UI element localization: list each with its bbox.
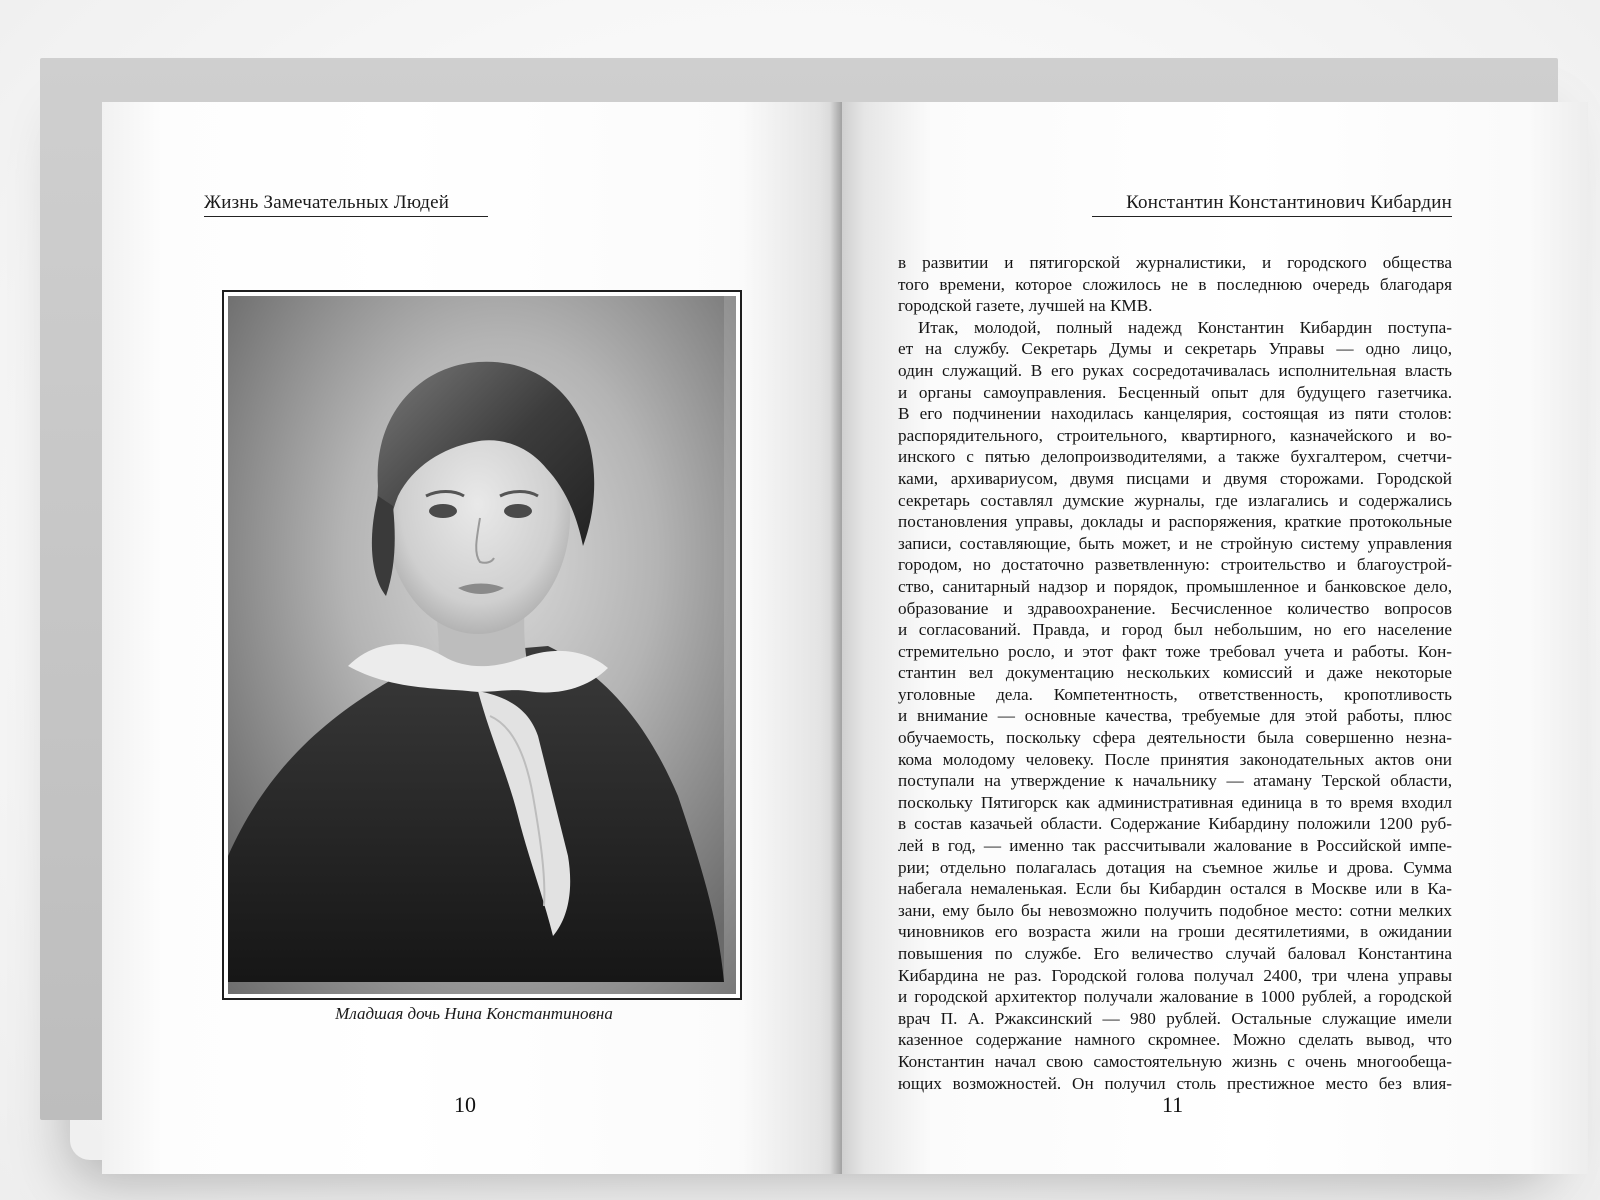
text-line: постановления управы, доклады и распоряжения, краткие протокольные xyxy=(898,512,1452,532)
body-text xyxy=(898,252,1452,1094)
text-line: врач П. А. Ржаксинский — 980 рублей. Остальные служащие имели xyxy=(898,1008,1452,1028)
text-line: ющих возможностей. Он получил столь престижное место без влия- xyxy=(898,1073,1452,1093)
text-line: и органы самоуправления. Бесценный опыт для будущего газетчика. xyxy=(898,382,1452,402)
text-line: в развитии и пятигорской журналистики, и городского общества xyxy=(898,253,1452,272)
text-line: городом, но достаточно разветвленную: строительство и благоустрой- xyxy=(898,555,1452,575)
text-line: и городской архитектор получали жалование в 1000 рублей, а городской xyxy=(898,987,1452,1007)
text-line: зани, ему было бы невозможно получить подобное место: сотни мелких xyxy=(898,900,1452,920)
text-line: Итак, молодой, полный надежд Константин Кибардин поступа- xyxy=(918,317,1452,337)
text-line: набегала немаленькая. Если бы Кибардин остался в Москве или в Ка- xyxy=(898,879,1452,899)
text-line: рии; отдельно полагалась дотация на съемное жилье и дрова. Сумма xyxy=(898,857,1452,877)
right-page xyxy=(842,102,1588,1174)
text-line: поступали на утверждение к начальнику — атаману Терской области, xyxy=(898,771,1452,791)
text-line: того времени, которое сложилось не в последнюю очередь благодаря xyxy=(898,274,1452,294)
text-line: Константин начал свою самостоятельную жизнь с очень многообеща- xyxy=(898,1051,1452,1071)
text-line: ство, санитарный надзор и порядок, промышленное и банковское дело, xyxy=(898,576,1452,596)
text-line: кома молодому человеку. После принятия законодательных актов они xyxy=(898,749,1452,769)
page-number-left: 10 xyxy=(454,1092,476,1117)
text-line: казенное содержание намного скромнее. Можно сделать вывод, что xyxy=(898,1030,1452,1050)
text-line: распорядительного, строительного, квартирного, казначейского и во- xyxy=(898,425,1452,445)
text-line: чиновников его возраста жили на гроши десятилетиями, в ожидании xyxy=(898,922,1452,942)
text-line: в состав казачьей области. Содержание Кибардину положили 1200 руб- xyxy=(898,814,1452,834)
text-line: ками, архивариусом, двумя писцами и двумя сторожами. Городской xyxy=(898,468,1452,488)
text-line: стантин вел документацию нескольких комиссий и даже некоторые xyxy=(898,663,1452,683)
portrait-photo-icon xyxy=(228,296,736,994)
text-line: ет на службу. Секретарь Думы и секретарь Управы — одно лицо, xyxy=(898,339,1452,359)
text-line: Кибардина не раз. Городской голова получал 2400, три члена управы xyxy=(898,965,1452,985)
page-number-right: 11 xyxy=(1162,1092,1184,1117)
text-line: стремительно росло, и этот факт тоже требовал учета и работы. Кон- xyxy=(898,641,1452,661)
text-line: городской газете, лучшей на КМВ. xyxy=(898,296,1153,316)
running-head-right: Константин Константинович Кибардин xyxy=(1092,192,1452,217)
text-line: и внимание — основные качества, требуемые для этой работы, плюс xyxy=(898,706,1452,726)
text-line: инского с пятью делопроизводителями, а также бухгалтером, счетчи- xyxy=(898,447,1452,467)
text-line: В его подчинении находилась канцелярия, состоящая из пяти столов: xyxy=(898,404,1452,424)
running-head-left: Жизнь Замечательных Людей xyxy=(204,192,488,217)
text-line: секретарь составлял думские журналы, где излагались и содержались xyxy=(898,490,1452,510)
text-line: уголовные дела. Компетентность, ответственность, кропотливость xyxy=(898,684,1452,704)
text-line: обучаемость, поскольку сфера деятельности была совершенно незна- xyxy=(898,728,1452,748)
text-line: лей в год, — именно так рассчитывали жалование в Российской импе- xyxy=(898,836,1452,856)
text-line: и согласований. Правда, и город был небольшим, но его население xyxy=(898,620,1452,640)
text-line: один служащий. В его руках сосредотачивалась исполнительная власть xyxy=(898,360,1452,380)
book-cover xyxy=(40,58,1558,1120)
text-line: записи, составляющие, быть может, и не стройную систему управления xyxy=(898,533,1452,553)
text-line: образование и здравоохранение. Бесчисленное количество вопросов xyxy=(898,598,1452,618)
text-line: повышения по службе. Его величество случай баловал Константина xyxy=(898,944,1452,963)
photo-caption: Младшая дочь Нина Константиновна xyxy=(335,1004,613,1023)
photo-frame xyxy=(222,290,742,1000)
left-page xyxy=(102,102,842,1174)
text-line: поскольку Пятигорск как административная единица в то время входил xyxy=(898,792,1452,812)
